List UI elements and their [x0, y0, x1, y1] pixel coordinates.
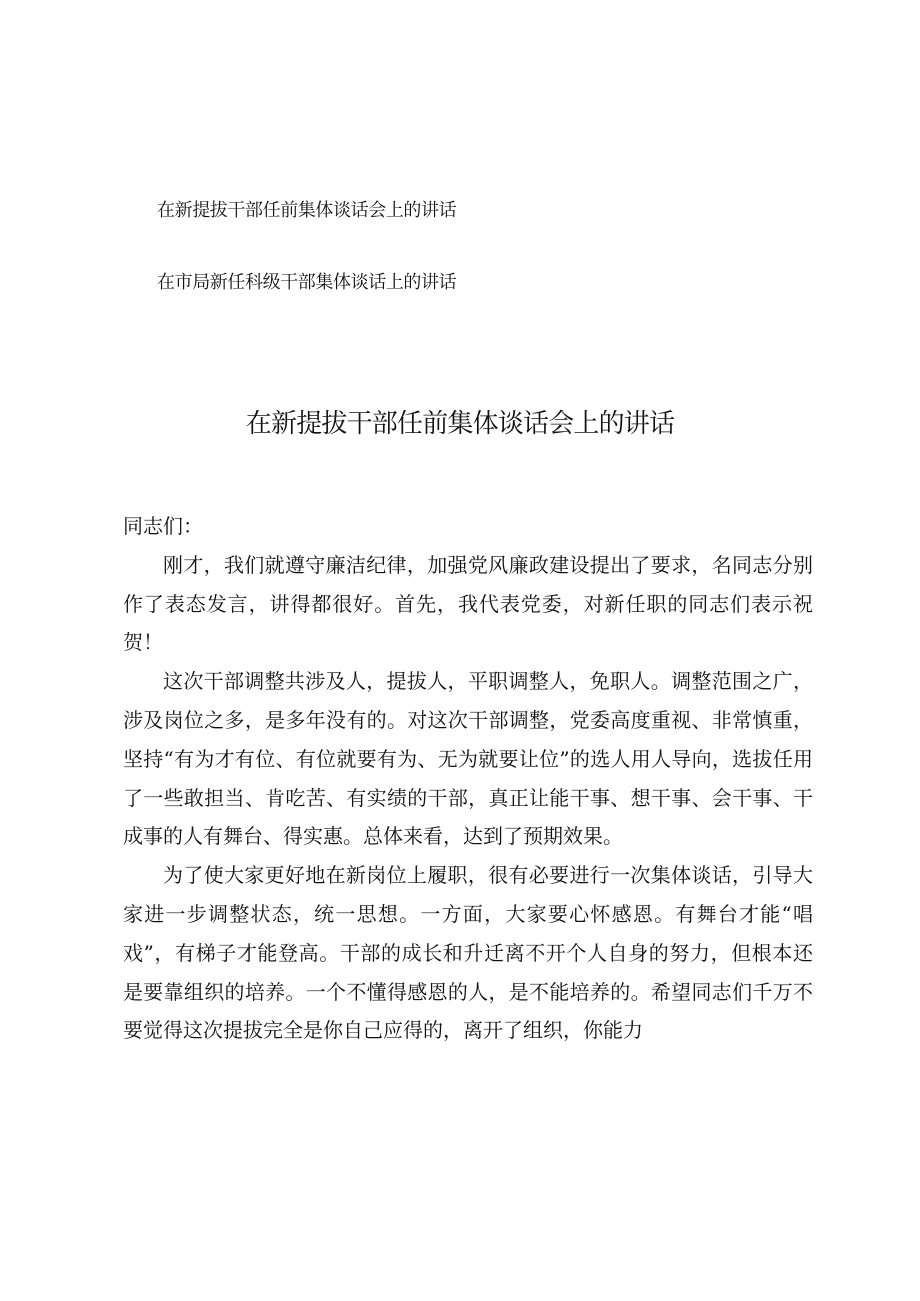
document-body — [123, 507, 813, 1050]
salutation: 同志们： — [123, 514, 203, 538]
table-of-contents — [157, 196, 757, 298]
toc-item[interactable]: 在新提拔干部任前集体谈话会上的讲话 — [157, 200, 457, 221]
toc-item[interactable]: 在市局新任科级干部集体谈话上的讲话 — [157, 272, 457, 293]
paragraph: 这次干部调整共涉及人，提拔人，平职调整人，免职人。调整范围之广，涉及岗位之多，是多年没有的。对这次干部调整，党委高度重视、非常慎重，坚持“有为才有位、有位就要有为、无为就要让位”的选人用人导向，选拔任用了一些敢担当、肯吃苦、有实绩的干部，真正让能干事、想干事、会干事、干成事的人有舞台、得实惠。总体来看，达到了预期效果。 — [123, 669, 813, 849]
paragraph: 刚才，我们就遵守廉洁纪律，加强党风廉政建设提出了要求，名同志分别作了表态发言，讲得都很好。首先，我代表党委，对新任职的同志们表示祝贺！ — [123, 552, 813, 655]
paragraph: 为了使大家更好地在新岗位上履职，很有必要进行一次集体谈话，引导大家进一步调整状态，统一思想。一方面，大家要心怀感恩。有舞台才能“唱戏”，有梯子才能登高。干部的成长和升迁离不开个人自身的努力，但根本还是要靠组织的培养。一个不懂得感恩的人，是不能培养的。希望同志们千万不要觉得这次提拔完全是你自己应得的，离开了组织，你能力 — [123, 863, 813, 1043]
document-title: 在新提拔干部任前集体谈话会上的讲话 — [245, 409, 675, 439]
